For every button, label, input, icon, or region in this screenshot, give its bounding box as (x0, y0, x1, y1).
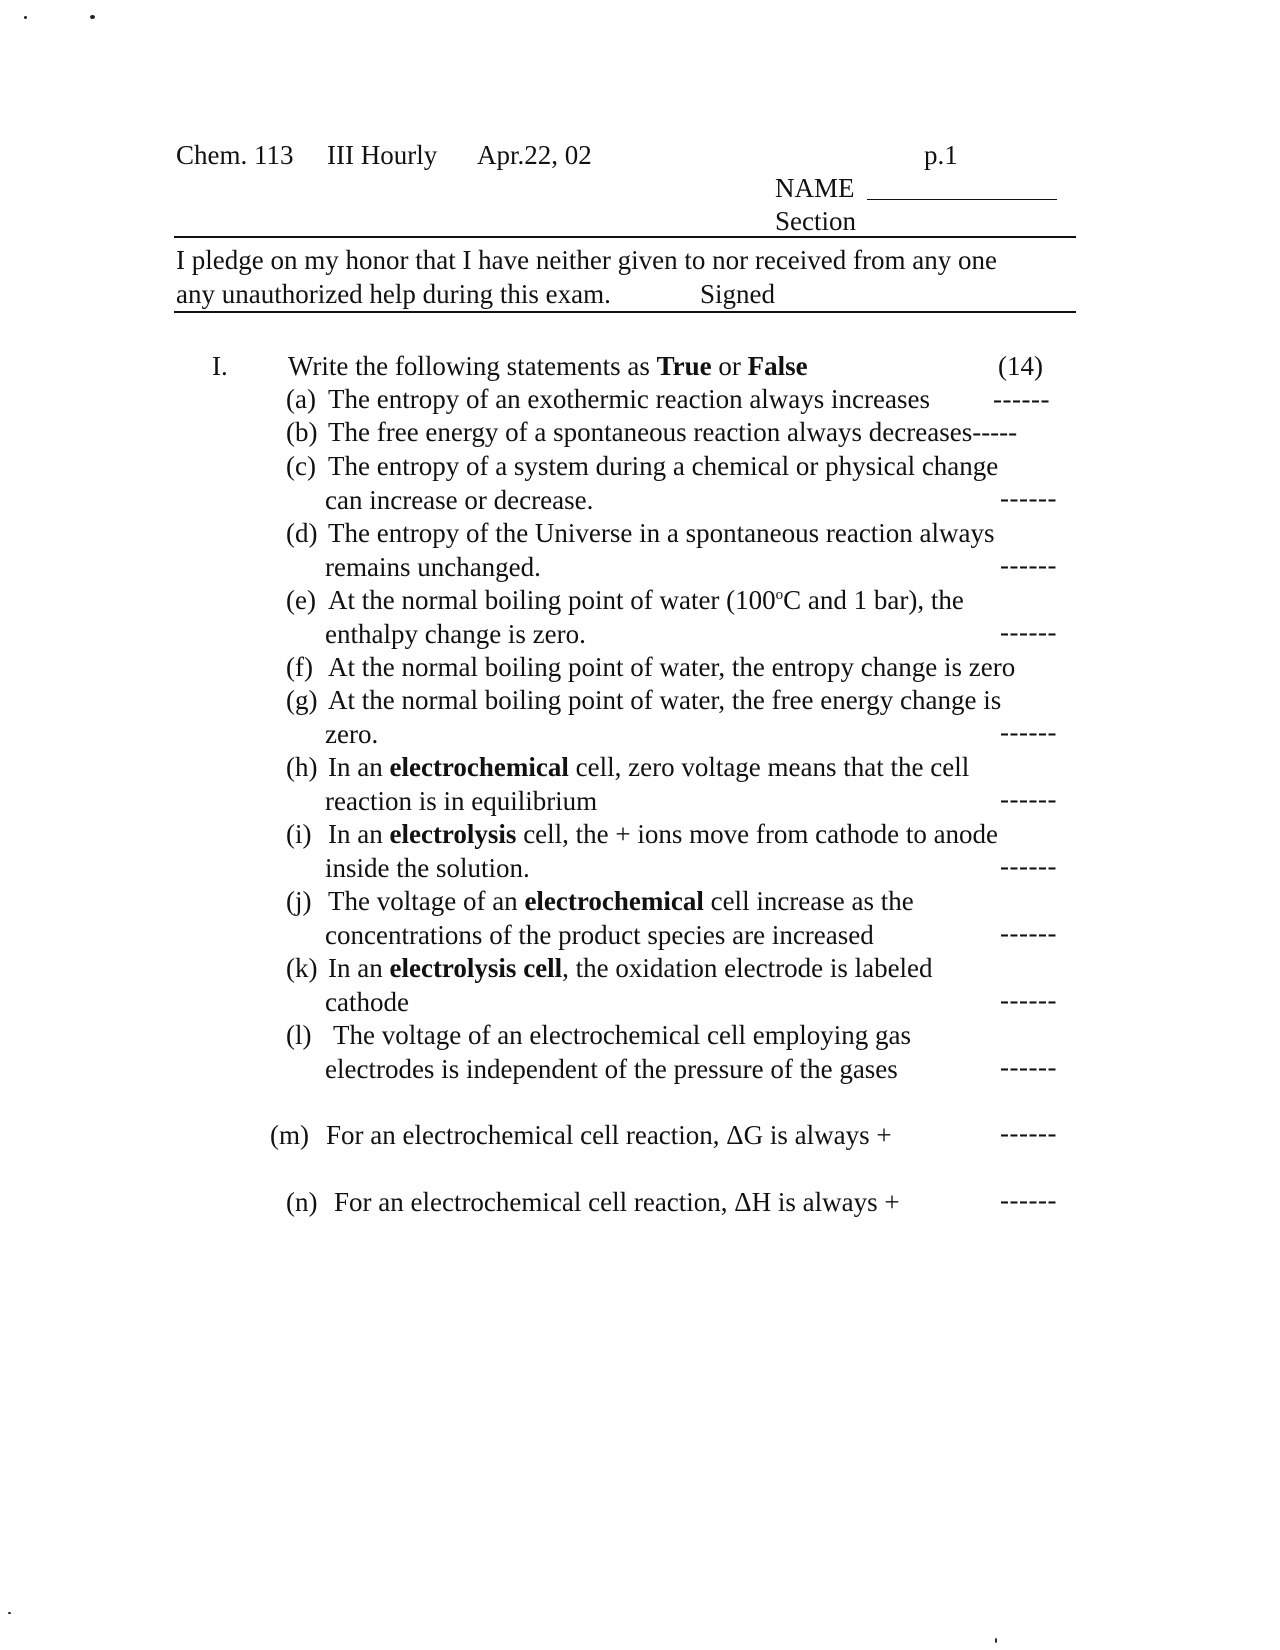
item-l-label: (l) (286, 1020, 312, 1050)
item-j-line-1 (328, 888, 914, 915)
item-j-bold: electrochemical (524, 886, 704, 916)
item-m-answer-blank[interactable]: ------ (1000, 1118, 1057, 1148)
item-g-line-1: At the normal boiling point of water, the free energy change is (328, 685, 1002, 715)
item-a-text: The entropy of an exothermic reaction always increases (328, 384, 930, 414)
item-a-label: (a) (286, 384, 316, 414)
item-i-bold: electrolysis (389, 819, 517, 849)
item-i-text-pre: In an (328, 819, 390, 849)
scan-speck (995, 1638, 997, 1643)
course-code: Chem. 113 (176, 140, 294, 170)
pledge-line-1: I pledge on my honor that I have neither given to nor received from any one (176, 245, 997, 275)
item-d-line-2: remains unchanged. (325, 552, 541, 582)
item-h-label: (h) (286, 752, 318, 782)
signature-line[interactable] (174, 311, 1076, 313)
exam-title: III Hourly (327, 140, 438, 170)
item-i-label: (i) (286, 819, 312, 849)
item-c-line-2: can increase or decrease. (325, 485, 594, 515)
scan-speck (24, 16, 27, 19)
item-h-text-pre: In an (328, 752, 390, 782)
item-d-label: (d) (286, 518, 318, 548)
item-n-answer-blank[interactable]: ------ (1000, 1185, 1057, 1215)
item-k-text-post: , the oxidation electrode is labeled (562, 953, 933, 983)
item-l-line-1: The voltage of an electrochemical cell employing gas (333, 1020, 912, 1050)
item-m-text: For an electrochemical cell reaction, ΔG is always + (326, 1120, 892, 1150)
item-h-line-2: reaction is in equilibrium (325, 786, 598, 816)
pledge-line-2: any unauthorized help during this exam. (176, 279, 611, 309)
header-divider (174, 236, 1076, 238)
true-word: True (656, 351, 712, 381)
item-i-text-post: cell, the + ions move from cathode to anode (516, 819, 999, 849)
degree-sup: o (775, 587, 784, 603)
item-n-label: (n) (286, 1187, 318, 1217)
item-h-text-post: cell, zero voltage means that the cell (568, 752, 970, 782)
item-e-text-pre: At the normal boiling point of water (100 (328, 585, 776, 615)
item-k-line-1 (328, 955, 933, 982)
item-d-answer-blank[interactable]: ------ (1000, 550, 1057, 580)
item-e-answer-blank[interactable]: ------ (1000, 617, 1057, 647)
item-e-line-1 (328, 587, 964, 614)
section-label: Section (775, 206, 856, 236)
item-k-label: (k) (286, 953, 318, 983)
item-k-text-pre: In an (328, 953, 390, 983)
item-j-line-2: concentrations of the product species are increased (325, 920, 874, 950)
item-f-label: (f) (286, 652, 313, 682)
item-h-answer-blank[interactable]: ------ (1000, 784, 1057, 814)
question-number: I. (212, 351, 228, 381)
item-l-answer-blank[interactable]: ------ (1000, 1052, 1057, 1082)
item-g-answer-blank[interactable]: ------ (1000, 717, 1057, 747)
item-i-line-1 (328, 821, 998, 848)
scan-speck (90, 15, 95, 19)
item-i-answer-blank[interactable]: ------ (1000, 851, 1057, 881)
false-word: False (747, 351, 808, 381)
item-m-label: (m) (270, 1120, 309, 1150)
item-j-label: (j) (286, 886, 312, 916)
item-e-line-2: enthalpy change is zero. (325, 619, 586, 649)
or-word: or (711, 351, 748, 381)
item-k-bold: electrolysis cell (389, 953, 563, 983)
signed-label: Signed (700, 279, 776, 309)
name-blank[interactable] (867, 199, 1057, 200)
item-e-label: (e) (286, 585, 316, 615)
item-c-label: (c) (286, 451, 316, 481)
item-g-label: (g) (286, 685, 318, 715)
item-d-line-1: The entropy of the Universe in a spontaneous reaction always (328, 518, 995, 548)
item-i-line-2: inside the solution. (325, 853, 530, 883)
item-f-text: At the normal boiling point of water, the entropy change is zero (328, 652, 1016, 682)
item-b-label: (b) (286, 417, 318, 447)
item-j-answer-blank[interactable]: ------ (1000, 918, 1057, 948)
item-j-text-pre: The voltage of an (328, 886, 525, 916)
page-number: p.1 (924, 140, 958, 170)
scan-speck (8, 1612, 11, 1614)
item-b-text: The free energy of a spontaneous reaction always decreases----- (328, 417, 1018, 447)
item-k-answer-blank[interactable]: ------ (1000, 985, 1057, 1015)
question-points: (14) (998, 351, 1043, 381)
name-label: NAME (775, 173, 855, 203)
question-instruction (288, 353, 808, 380)
item-a-answer-blank[interactable]: ------ (993, 384, 1050, 414)
instruction-text: Write the following statements as (288, 351, 657, 381)
item-h-line-1 (328, 754, 969, 781)
item-c-answer-blank[interactable]: ------ (1000, 483, 1057, 513)
item-j-text-post: cell increase as the (703, 886, 914, 916)
item-c-line-1: The entropy of a system during a chemical or physical change (328, 451, 999, 481)
exam-date: Apr.22, 02 (477, 140, 592, 170)
item-n-text: For an electrochemical cell reaction, ΔH is always + (334, 1187, 900, 1217)
item-e-text-post: C and 1 bar), the (783, 585, 964, 615)
item-g-line-2: zero. (325, 719, 379, 749)
item-h-bold: electrochemical (389, 752, 569, 782)
item-k-line-2: cathode (325, 987, 409, 1017)
item-l-line-2: electrodes is independent of the pressure of the gases (325, 1054, 898, 1084)
